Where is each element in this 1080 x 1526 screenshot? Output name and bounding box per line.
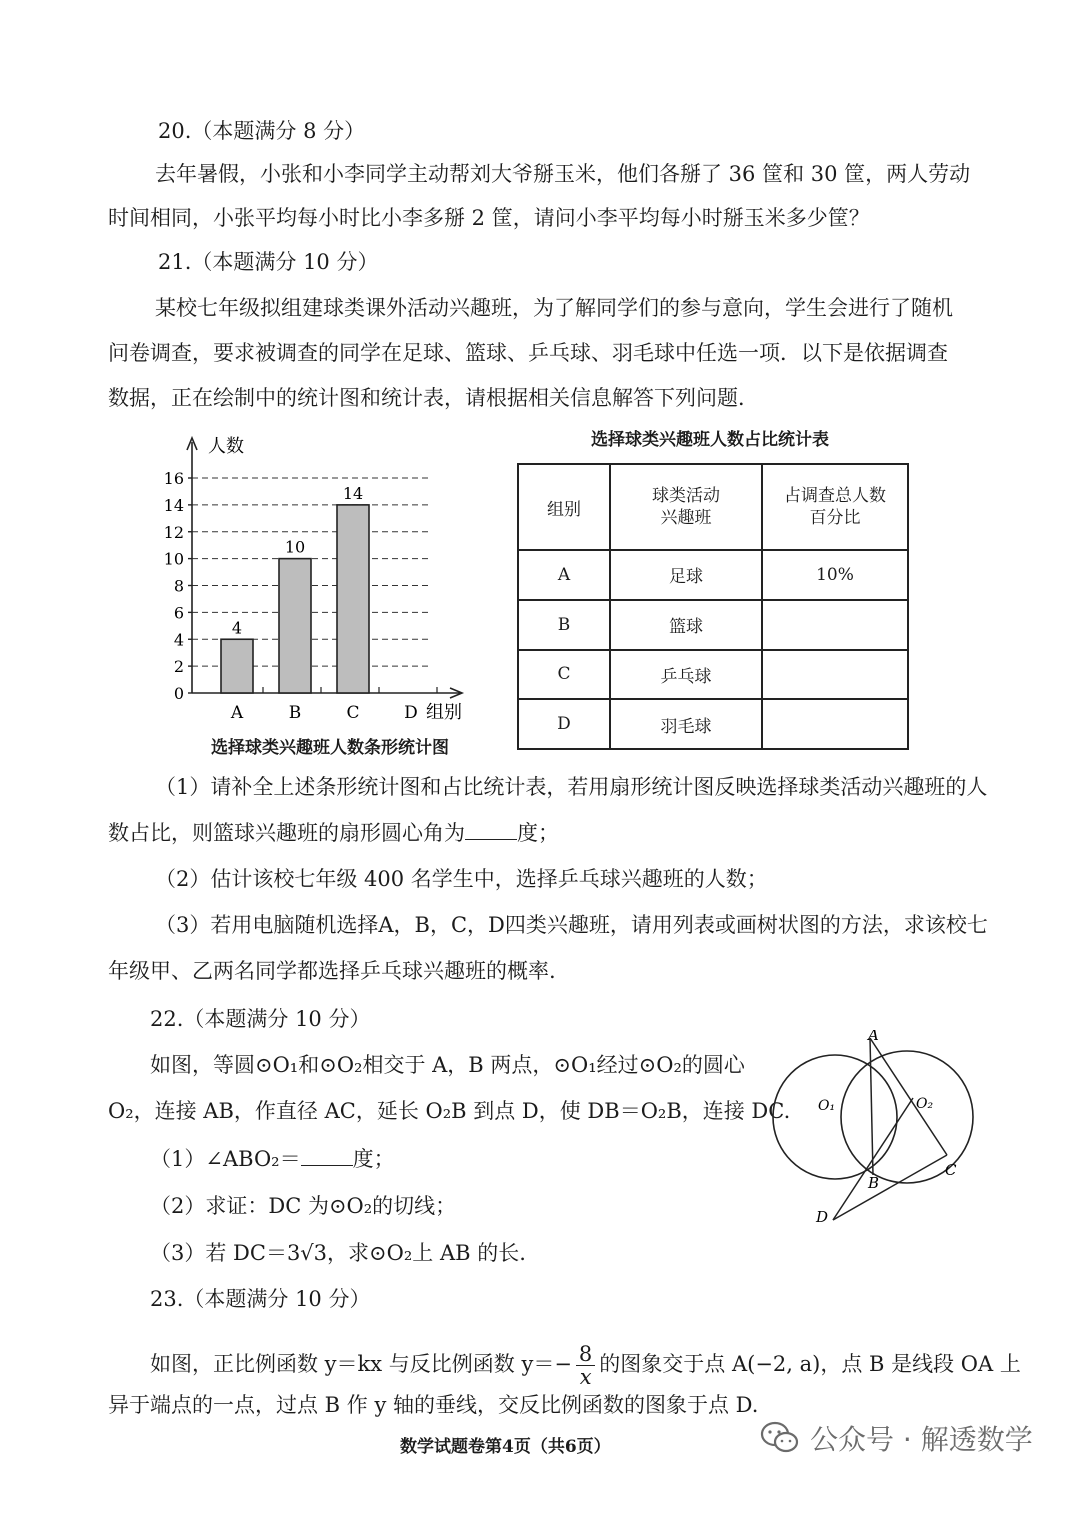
q20-header: 20.（本题满分 8 分） <box>158 119 366 143</box>
y-tick-label: 12 <box>163 522 184 542</box>
segment-ac <box>870 1038 947 1155</box>
watermark <box>760 1418 1033 1458</box>
q21-part1-line-1: （1）请补全上述条形统计图和占比统计表，若用扇形统计图反映选择球类活动兴趣班的人 <box>155 775 988 799</box>
x-tick-label: D <box>404 703 418 723</box>
table-row <box>518 650 908 700</box>
cell-group: D <box>518 699 610 749</box>
answer-blank[interactable] <box>301 1145 353 1166</box>
q23-header: 23.（本题满分 10 分） <box>150 1287 371 1311</box>
table-caption: 选择球类兴趣班人数占比统计表 <box>591 430 829 450</box>
cell-class: 足球 <box>610 550 762 600</box>
cell-group: B <box>518 600 610 650</box>
q21-part1-line-2: 数占比，则篮球兴趣班的扇形圆心角为 度； <box>108 821 559 845</box>
th-percent: 占调查总人数 百分比 <box>762 464 908 550</box>
cell-percent: 10% <box>762 550 908 600</box>
cell-percent <box>762 600 908 650</box>
x-tick-label: A <box>230 703 244 723</box>
th-class: 球类活动 兴趣班 <box>610 464 762 550</box>
stat-table <box>517 463 909 750</box>
q23-line-1: 如图，正比例函数 y＝kx 与反比例函数 y＝− $\frac{8}{x}$ 的图象交于点 A(−2, a)，点 B 是线段 OA 上 <box>150 1342 1021 1389</box>
cell-class: 篮球 <box>610 600 762 650</box>
fraction: $\frac{8}{x}$ <box>576 1343 595 1388</box>
page-footer: 数学试题卷第4页（共6页） <box>400 1437 611 1457</box>
segment-dc <box>833 1155 947 1220</box>
q22-line-2: O₂，连接 AB，作直径 AC，延长 O₂B 到点 D，使 DB＝O₂B，连接 DC. <box>108 1099 791 1123</box>
segment-o2d <box>833 1098 913 1220</box>
data-label: 4 <box>231 618 243 638</box>
label-o1: O₁ <box>818 1098 836 1114</box>
q22-line-1: 如图，等圆⊙O₁和⊙O₂相交于 A，B 两点，⊙O₁经过⊙O₂的圆心 <box>150 1053 745 1077</box>
q21-part2: （2）估计该校七年级 400 名学生中，选择乒乓球兴趣班的人数； <box>155 867 768 891</box>
q20-line-2: 时间相同，小张平均每小时比小李多掰 2 筐，请问小李平均每小时掰玉米多少筐？ <box>108 206 870 230</box>
y-axis-label: 人数 <box>208 436 244 457</box>
cell-percent <box>762 650 908 700</box>
q21-header: 21.（本题满分 10 分） <box>158 250 379 274</box>
answer-blank[interactable] <box>465 819 517 840</box>
x-tick-label: C <box>346 703 360 723</box>
label-c: C <box>945 1161 957 1179</box>
q23-line-2: 异于端点的一点，过点 B 作 y 轴的垂线，交反比例函数的图象于点 D. <box>108 1393 759 1417</box>
table-row <box>518 600 908 650</box>
q21-line-3: 数据，正在绘制中的统计图和统计表，请根据相关信息解答下列问题． <box>108 386 759 410</box>
x-axis-label: 组别 <box>426 702 462 723</box>
y-tick-label: 4 <box>173 630 184 650</box>
y-tick-label: 2 <box>173 657 184 677</box>
bar <box>279 559 311 693</box>
cell-group: C <box>518 650 610 700</box>
chart-caption: 选择球类兴趣班人数条形统计图 <box>211 738 449 758</box>
cell-group: A <box>518 550 610 600</box>
cell-class: 羽毛球 <box>610 699 762 749</box>
cell-class: 乒乓球 <box>610 650 762 700</box>
q21-line-1: 某校七年级拟组建球类课外活动兴趣班，为了解同学们的参与意向，学生会进行了随机 <box>155 296 953 320</box>
circles-figure <box>770 1030 980 1230</box>
label-a: A <box>868 1030 879 1044</box>
y-tick-label: 14 <box>163 495 184 515</box>
y-tick-label: 0 <box>173 684 184 703</box>
y-tick-label: 8 <box>173 576 184 596</box>
table-row <box>518 699 908 749</box>
y-tick-label: 6 <box>173 603 184 623</box>
x-tick-label: B <box>288 703 302 723</box>
q22-header: 22.（本题满分 10 分） <box>150 1007 371 1031</box>
q21-part3-line-2: 年级甲、乙两名同学都选择乒乓球兴趣班的概率. <box>108 959 556 983</box>
data-label: 14 <box>342 483 364 503</box>
y-tick-label: 16 <box>163 469 184 488</box>
q20-line-1: 去年暑假，小张和小李同学主动帮刘大爷掰玉米，他们各掰了 36 筐和 30 筐，两人劳动 <box>155 162 971 186</box>
label-o2: O₂ <box>916 1096 934 1112</box>
q22-part1: （1）∠ABO₂＝ 度； <box>150 1147 395 1171</box>
q22-part2: （2）求证：DC 为⊙O₂的切线； <box>150 1194 457 1218</box>
bar <box>337 505 369 693</box>
q21-line-2: 问卷调查，要求被调查的同学在足球、篮球、乒乓球、羽毛球中任选一项．以下是依据调查 <box>108 341 948 365</box>
bar-chart <box>150 430 490 730</box>
wechat-icon <box>760 1421 800 1455</box>
segment-ab <box>870 1038 873 1175</box>
bar <box>221 639 253 693</box>
q22-part3: （3）若 DC＝3√3，求⊙O₂上 AB 的长. <box>150 1241 526 1265</box>
label-b: B <box>868 1174 880 1192</box>
q21-part3-line-1: （3）若用电脑随机选择A，B，C，D四类兴趣班，请用列表或画树状图的方法，求该校七 <box>155 913 988 937</box>
cell-percent <box>762 699 908 749</box>
watermark-text: 公众号 · 解透数学 <box>810 1423 1033 1456</box>
table-row <box>518 550 908 600</box>
th-group: 组别 <box>518 464 610 550</box>
table-header-row <box>518 464 908 550</box>
y-tick-label: 10 <box>163 549 184 569</box>
data-label: 10 <box>284 537 306 557</box>
label-d: D <box>816 1208 829 1226</box>
